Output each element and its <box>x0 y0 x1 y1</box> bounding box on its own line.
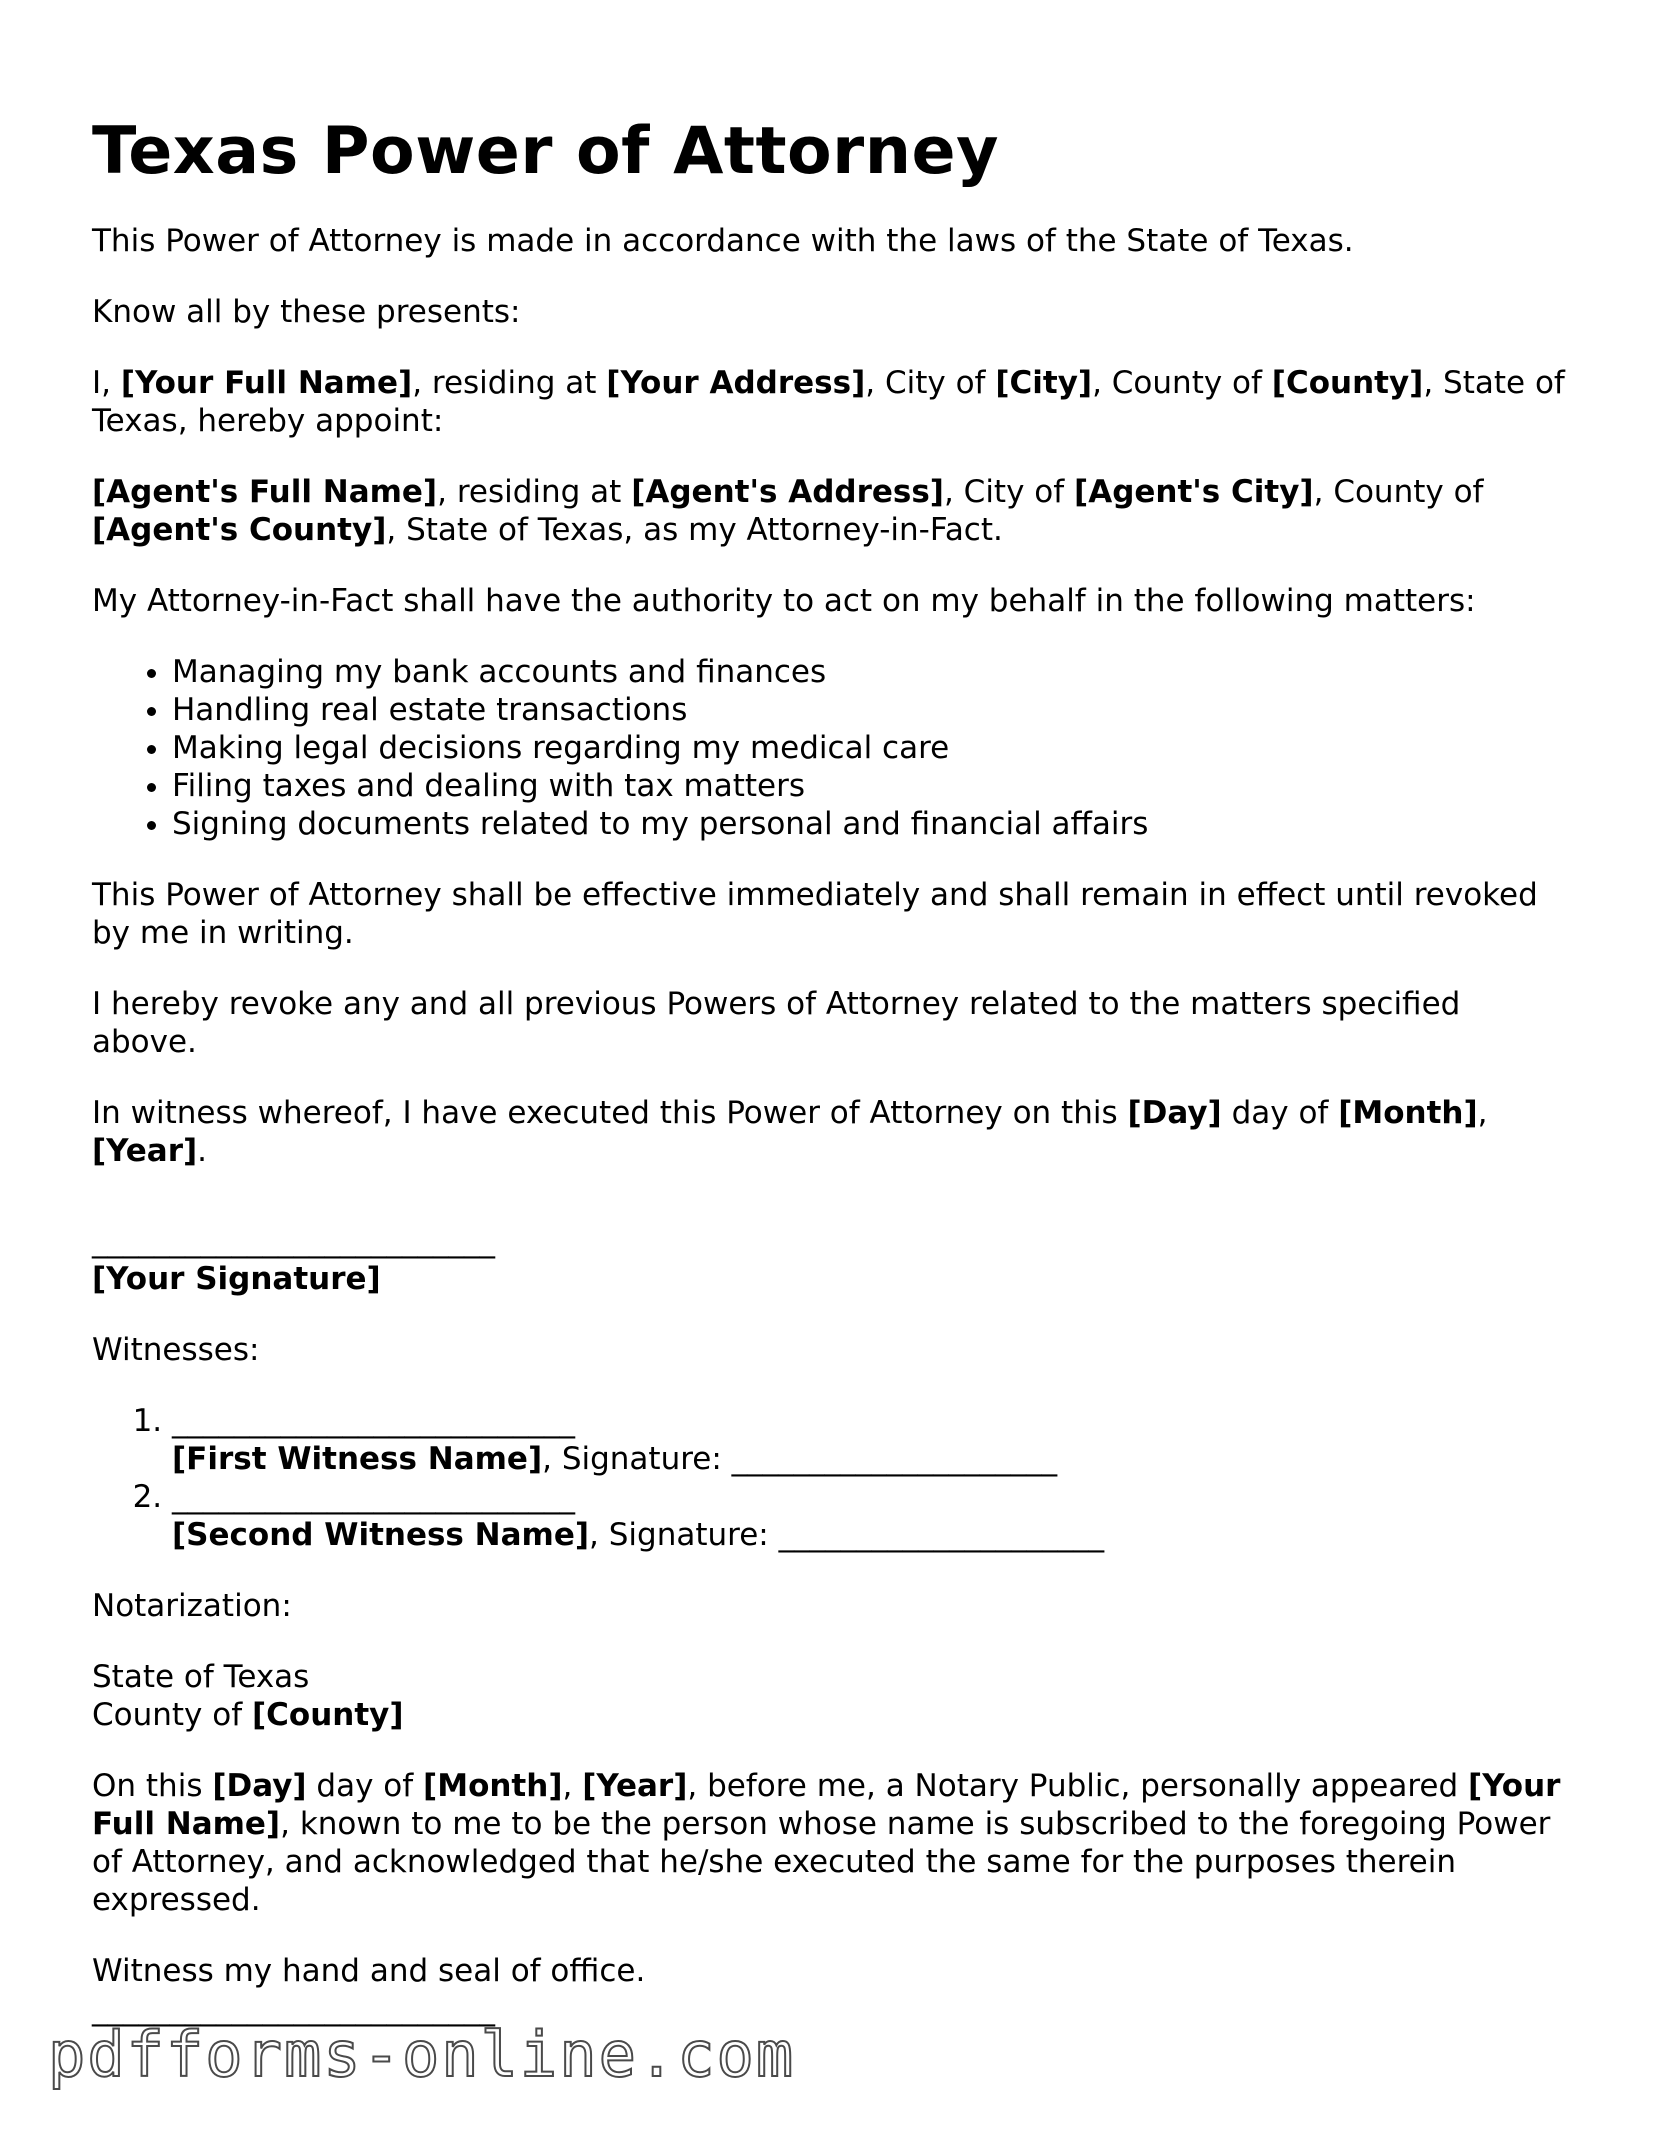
notary-signature-block <box>92 1952 1572 2028</box>
witness-item: 1. __________________________ [First Witness Name], Signature: _____________________ <box>172 1402 1572 1478</box>
authority-intro: My Attorney-in-Fact shall have the authority to act on my behalf in the following matters: <box>92 583 1476 619</box>
notary-signature-line: __________________________ <box>92 1991 495 2027</box>
principal-name-field: [Your Full Name] <box>120 365 413 401</box>
notary-county-field: [County] <box>252 1697 404 1733</box>
witness-name-field: [Second Witness Name] <box>172 1517 590 1553</box>
month-field: [Month] <box>1338 1095 1478 1131</box>
signature-block <box>92 1222 1572 1298</box>
principal-city-field: [City] <box>995 365 1093 401</box>
effective-paragraph: This Power of Attorney shall be effective immediately and shall remain in effect until revoked by me in writing. <box>92 877 1538 951</box>
witness-signature-line: _____________________ <box>778 1517 1105 1553</box>
notary-paragraph: On this [Day] day of [Month], [Year], before me, a Notary Public, personally appeared [Your Full Name], known to me to be the person whose name is subscribed to the foregoing Power of Attorney, and acknowledged that he/she executed the same for the purposes therein expressed. <box>92 1768 1561 1918</box>
notary-month-field: [Month] <box>423 1768 563 1804</box>
know-all-paragraph: Know all by these presents: <box>92 294 521 330</box>
notary-venue: State of Texas County of [County] <box>92 1658 1572 1734</box>
witness-item: 2. __________________________ [Second Witness Name], Signature: _____________________ <box>172 1478 1572 1554</box>
site-watermark: pdfforms-online.com <box>48 2018 796 2091</box>
witnesses-label: Witnesses: <box>92 1332 260 1368</box>
witness-name-line: 1. __________________________ <box>172 1403 575 1439</box>
power-item: • Signing documents related to my personal and financial affairs <box>172 805 1572 843</box>
witnesses-list <box>92 1402 1572 1554</box>
witness-hand-text: Witness my hand and seal of office. <box>92 1953 646 1989</box>
witness-name-field: [First Witness Name] <box>172 1441 543 1477</box>
agent-address-field: [Agent's Address] <box>631 474 944 510</box>
agent-county-field: [Agent's County] <box>92 512 387 548</box>
notary-day-field: [Day] <box>212 1768 307 1804</box>
year-field: [Year] <box>92 1133 198 1169</box>
powers-list <box>92 653 1572 843</box>
witness-name-line: 2. __________________________ <box>172 1479 575 1515</box>
signature-label: [Your Signature] <box>92 1261 381 1297</box>
principal-address-field: [Your Address] <box>606 365 866 401</box>
power-item: • Making legal decisions regarding my medical care <box>172 729 1572 767</box>
power-item: • Handling real estate transactions <box>172 691 1572 729</box>
witness-clause: In witness whereof, I have executed this Power of Attorney on this [Day] day of [Month], [Year]. <box>92 1095 1488 1169</box>
witness-signature-line: _____________________ <box>731 1441 1058 1477</box>
agent-city-field: [Agent's City] <box>1074 474 1314 510</box>
document-title: Texas Power of Attorney <box>92 114 999 189</box>
agent-paragraph: [Agent's Full Name], residing at [Agent's Address], City of [Agent's City], County of [Agent's County], State of Texas, as my Attorney-in-Fact. <box>92 474 1484 548</box>
notary-year-field: [Year] <box>582 1768 688 1804</box>
principal-paragraph: I, [Your Full Name], residing at [Your Address], City of [City], County of [County], State of Texas, hereby appoint: <box>92 365 1565 439</box>
day-field: [Day] <box>1127 1095 1222 1131</box>
notary-state: State of Texas <box>92 1659 310 1695</box>
intro-paragraph: This Power of Attorney is made in accordance with the laws of the State of Texas. <box>92 223 1354 259</box>
signature-line: __________________________ <box>92 1223 495 1259</box>
agent-name-field: [Agent's Full Name] <box>92 474 438 510</box>
notarization-label: Notarization: <box>92 1588 292 1624</box>
revoke-paragraph: I hereby revoke any and all previous Powers of Attorney related to the matters specified above. <box>92 986 1461 1060</box>
power-item: • Filing taxes and dealing with tax matters <box>172 767 1572 805</box>
notary-name-field: [Your Full Name] <box>92 1768 1561 1842</box>
power-item: • Managing my bank accounts and finances <box>172 653 1572 691</box>
principal-county-field: [County] <box>1271 365 1424 401</box>
document-page <box>92 112 1572 2028</box>
